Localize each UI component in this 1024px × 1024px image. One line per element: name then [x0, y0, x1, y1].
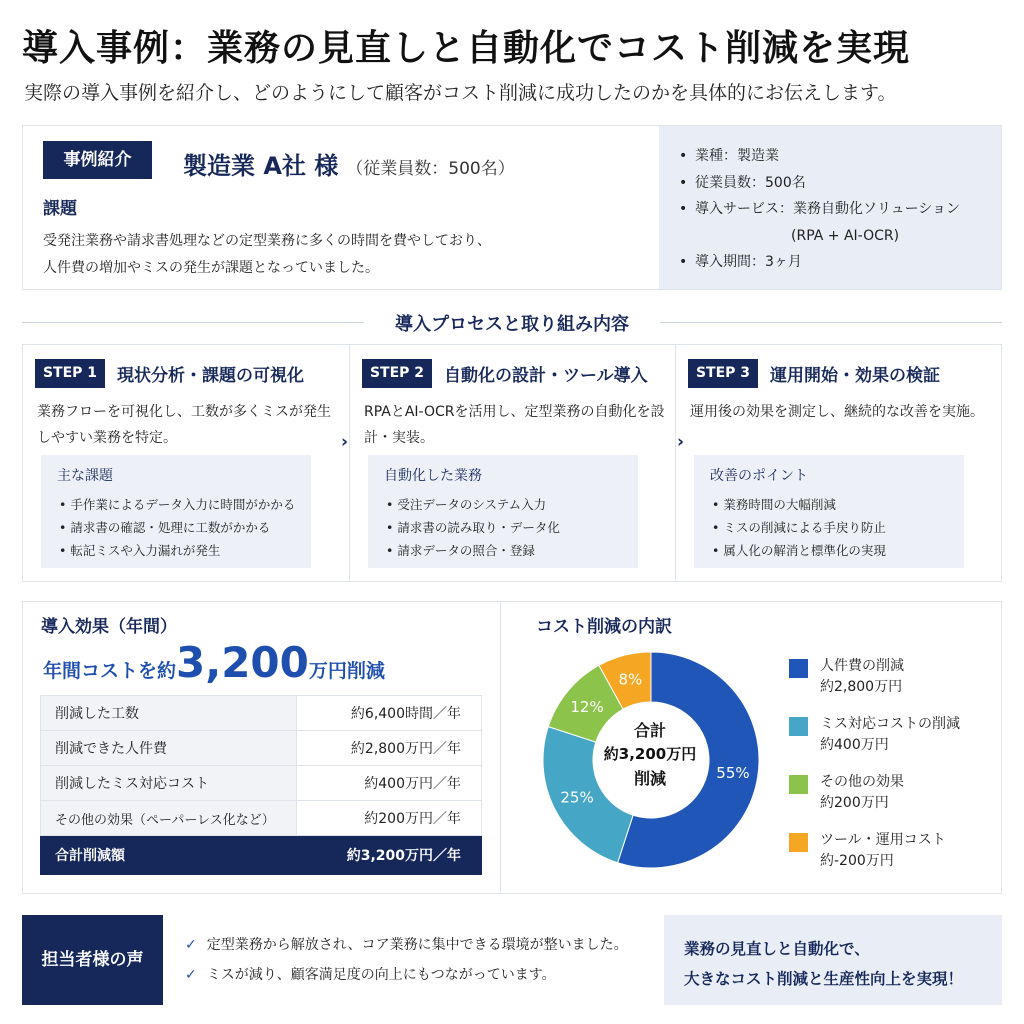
- legend-item: [789, 830, 960, 888]
- step-description: RPAとAI-OCRを活用し、定型業務の自動化を設計・実装。: [364, 404, 665, 446]
- legend-value: 約2,800万円: [820, 679, 903, 695]
- legend-value: 約-200万円: [820, 853, 894, 869]
- row-label: 削減した工数: [41, 696, 297, 731]
- headline-suffix: 万円削減: [308, 660, 385, 682]
- effect-heading: 導入効果（年間）: [41, 617, 177, 637]
- list-item: • 受注データのシステム入力: [386, 493, 560, 516]
- step-detail-box: [41, 455, 311, 568]
- step-card: [675, 345, 1001, 581]
- list-item: • 請求書の読み取り・データ化: [386, 516, 560, 539]
- legend-label: ツール・運用コスト: [820, 832, 946, 848]
- voice-badge: 担当者様の声: [22, 915, 163, 1005]
- row-label: 削減したミス対応コスト: [41, 766, 297, 801]
- table-row: [41, 731, 482, 766]
- list-item: • 業務時間の大幅削減: [712, 493, 886, 516]
- step-description: 業務フローを可視化し、工数が多くミスが発生しやすい業務を特定。: [37, 404, 331, 446]
- page-subtitle: 実際の導入事例を紹介し、どのようにして顧客がコスト削減に成功したのかを具体的にお伝えします。: [24, 82, 897, 104]
- step-box-title: 主な課題: [57, 468, 113, 484]
- info-item: • 従業員数：500名: [677, 170, 960, 197]
- step-description: 運用後の効果を測定し、継続的な改善を実施。: [690, 404, 984, 420]
- step-box-title: 改善のポイント: [710, 468, 808, 484]
- pie-slice-label: 8%: [618, 670, 643, 689]
- step-box-list: [59, 493, 295, 562]
- info-item-continued: (RPA + AI-OCR): [791, 227, 900, 244]
- issue-line: 受発注業務や請求書処理などの定型業務に多くの時間を費やしており、: [43, 233, 491, 249]
- chevron-right-icon: ›: [677, 432, 685, 452]
- step-box-title: 自動化した業務: [384, 468, 482, 484]
- total-value: 約3,200万円／年: [297, 836, 482, 875]
- list-item: • 請求データの照合・登録: [386, 539, 560, 562]
- closing-message: [664, 915, 1002, 1005]
- issue-heading: 課題: [43, 199, 77, 219]
- row-label: その他の効果（ペーパーレス化など）: [41, 801, 297, 836]
- info-item: • 導入サービス：業務自動化ソリューション: [677, 196, 960, 223]
- step-card: [349, 345, 675, 581]
- legend-swatch: [789, 717, 808, 736]
- issue-line: 人件費の増加やミスの発生が課題となっていました。: [43, 260, 379, 276]
- breakdown-heading: コスト削減の内訳: [536, 617, 672, 637]
- row-value: 約6,400時間／年: [297, 696, 482, 731]
- list-item: • 属人化の解消と標準化の実現: [712, 539, 886, 562]
- check-icon: ✓: [185, 967, 197, 983]
- step-box-list: [386, 493, 560, 562]
- total-label: 合計削減額: [41, 836, 297, 875]
- breakdown-panel: [501, 601, 1002, 894]
- check-icon: ✓: [185, 937, 197, 953]
- case-card: [22, 125, 1002, 290]
- row-value: 約200万円／年: [297, 801, 482, 836]
- legend-label: ミス対応コストの削減: [820, 716, 960, 732]
- case-summary: [23, 126, 659, 289]
- company-name: [183, 146, 515, 181]
- case-info-list: [677, 143, 960, 276]
- legend-value: 約400万円: [820, 737, 889, 753]
- case-info-panel: [659, 126, 1001, 289]
- legend-item: [789, 714, 960, 772]
- legend-label: 人件費の削減: [820, 658, 904, 674]
- step-badge: STEP 1: [35, 359, 105, 388]
- center-line: 削減: [633, 769, 666, 788]
- effect-table: [40, 695, 482, 875]
- step-badge: STEP 2: [362, 359, 432, 388]
- message-line: 大きなコスト削減と生産性向上を実現！: [684, 970, 964, 988]
- table-row: [41, 696, 482, 731]
- step-box-list: [712, 493, 886, 562]
- voice-list: [185, 930, 628, 990]
- process-heading: 導入プロセスと取り組み内容: [395, 314, 629, 335]
- donut-center-label: [595, 718, 705, 789]
- legend-swatch: [789, 833, 808, 852]
- legend-label: その他の効果: [820, 774, 904, 790]
- pie-slice-label: 12%: [570, 698, 604, 717]
- chart-legend: [789, 656, 960, 888]
- headline-prefix: 年間コストを約: [43, 660, 177, 682]
- list-item: • ミスの削減による手戻り防止: [712, 516, 886, 539]
- effect-headline: [43, 638, 385, 687]
- step-title: 現状分析・課題の可視化: [117, 366, 304, 386]
- legend-swatch: [789, 659, 808, 678]
- voice-text: 定型業務から解放され、コア業務に集中できる環境が整いました。: [206, 937, 628, 953]
- legend-item: [789, 772, 960, 830]
- voice-text: ミスが減り、顧客満足度の向上にもつながっています。: [206, 967, 556, 983]
- issue-text: [43, 228, 491, 282]
- table-row: [41, 801, 482, 836]
- voice-item: [185, 930, 628, 960]
- row-value: 約400万円／年: [297, 766, 482, 801]
- legend-item: [789, 656, 960, 714]
- step-detail-box: [368, 455, 638, 568]
- center-line: 合計: [633, 721, 666, 740]
- company-note: （従業員数：500名）: [346, 159, 515, 179]
- message-line: 業務の見直しと自動化で、: [684, 940, 870, 958]
- customer-voice: [22, 915, 1002, 1005]
- pie-slice-label: 25%: [560, 788, 594, 807]
- row-label: 削減できた人件費: [41, 731, 297, 766]
- voice-item: [185, 960, 628, 990]
- step-title: 運用開始・効果の検証: [770, 366, 940, 386]
- step-badge: STEP 3: [688, 359, 758, 388]
- table-row: [41, 766, 482, 801]
- info-item: • 導入期間：3ヶ月: [677, 249, 960, 276]
- page-title: 導入事例：業務の見直しと自動化でコスト削減を実現: [22, 28, 911, 69]
- chevron-right-icon: ›: [341, 432, 349, 452]
- step-detail-box: [694, 455, 964, 568]
- headline-number: 3,200: [176, 638, 309, 687]
- pie-slice-label: 55%: [716, 763, 750, 782]
- effect-panel: [22, 601, 501, 894]
- list-item: • 転記ミスや入力漏れが発生: [59, 539, 295, 562]
- center-line: 約3,200万円: [603, 745, 697, 763]
- step-title: 自動化の設計・ツール導入: [444, 366, 648, 386]
- process-steps: [22, 344, 1002, 582]
- case-badge: 事例紹介: [43, 141, 152, 179]
- list-item: • 請求書の確認・処理に工数がかかる: [59, 516, 295, 539]
- company-label: 製造業 A社 様: [183, 152, 339, 180]
- table-total-row: [41, 836, 482, 875]
- legend-value: 約200万円: [820, 795, 889, 811]
- info-item: • 業種：製造業: [677, 143, 960, 170]
- legend-swatch: [789, 775, 808, 794]
- step-card: [23, 345, 349, 581]
- list-item: • 手作業によるデータ入力に時間がかかる: [59, 493, 295, 516]
- row-value: 約2,800万円／年: [297, 731, 482, 766]
